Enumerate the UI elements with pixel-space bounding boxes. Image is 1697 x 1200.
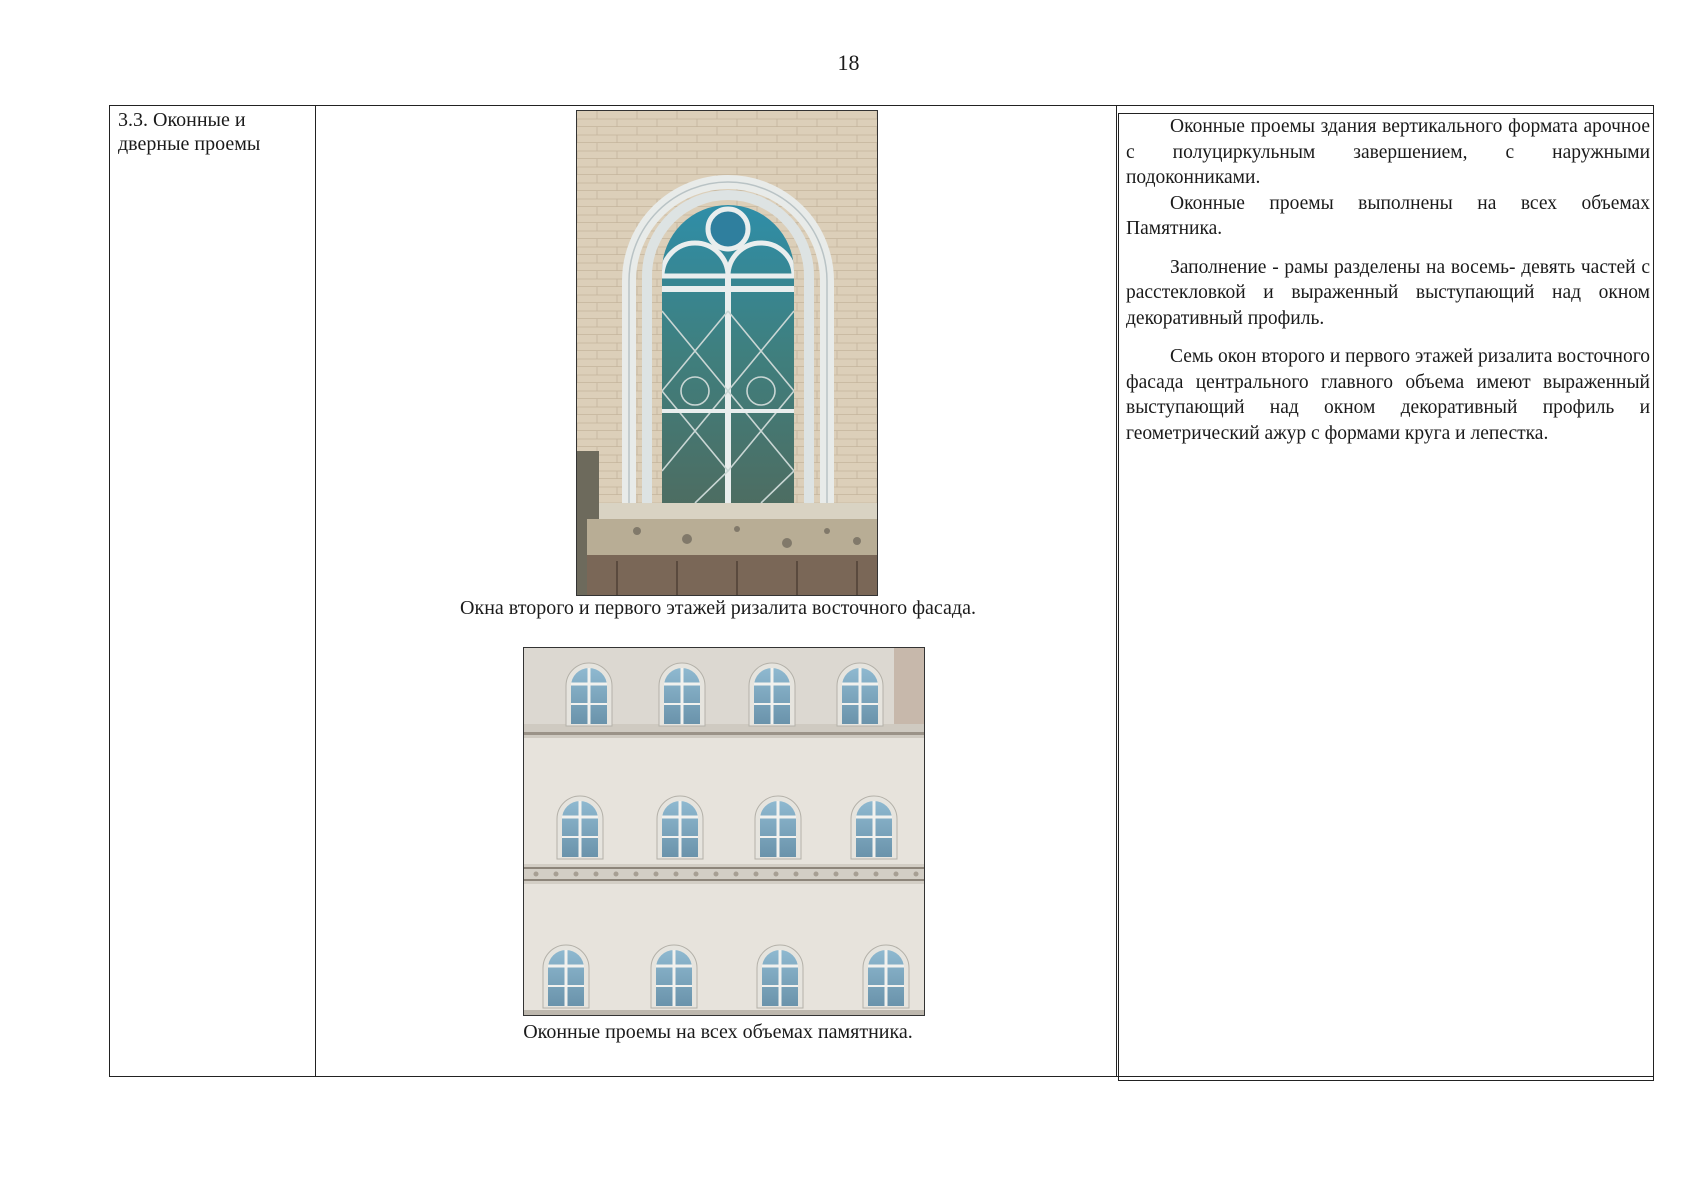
- description-text: [1126, 114, 1650, 446]
- description-paragraph-1: Оконные проемы здания вертикального формата арочное с полуциркульным завершением, с наружными подоконниками.: [1126, 116, 1650, 188]
- description-paragraph-2: Оконные проемы выполнены на всех объемах Памятника.: [1126, 192, 1650, 239]
- page-number: 18: [837, 50, 860, 75]
- description-paragraph-3: Заполнение - рамы разделены на восемь- девять частей с расстекловкой и выраженный выступающий над окном декоративный профиль.: [1126, 256, 1650, 329]
- arched-window-photo: [576, 110, 878, 596]
- photo-caption-1: Окна второго и первого этажей ризалита восточного фасада.: [460, 597, 976, 619]
- column-divider-1: [315, 106, 316, 1076]
- column-divider-2: [1116, 106, 1117, 1076]
- photo-caption-2: Оконные проемы на всех объемах памятника.: [523, 1021, 913, 1043]
- facade-windows-photo: [523, 647, 925, 1016]
- description-paragraph-4: Семь окон второго и первого этажей ризалита восточного фасада центрального главного объема имеют выраженный выступающий над окном декоративный профиль и геометрический ажур с формами круга и лепестка.: [1126, 346, 1650, 444]
- section-title: 3.3. Оконные и дверные проемы: [118, 109, 261, 155]
